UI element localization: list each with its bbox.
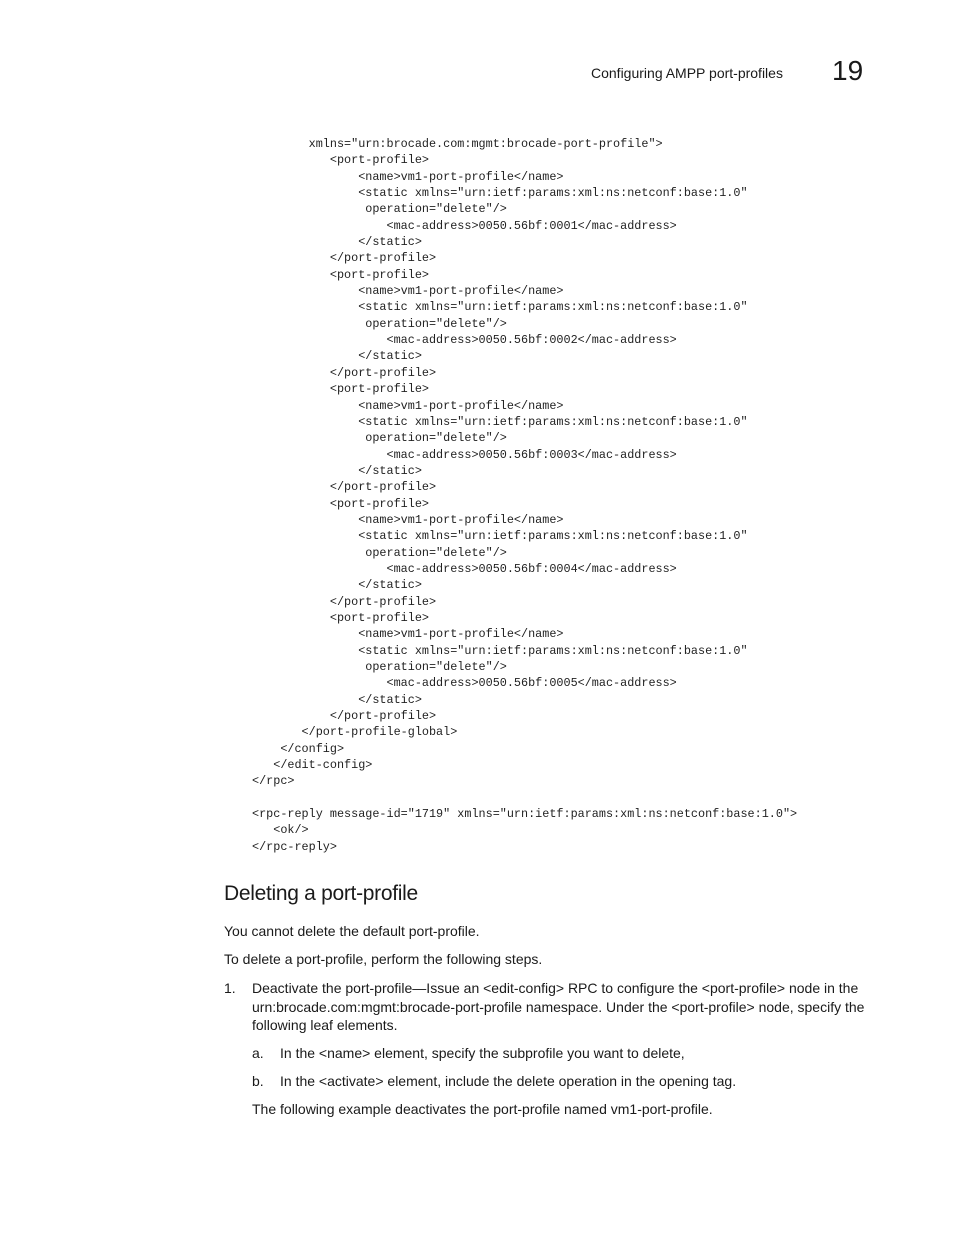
code-line: </static> (252, 578, 422, 593)
substep-text: In the <activate> element, include the delete operation in the opening tag. (280, 1073, 737, 1089)
code-line: </static> (252, 349, 422, 364)
code-line: <mac-address>0050.56bf:0001</mac-address> (252, 218, 677, 233)
code-block (252, 136, 797, 855)
code-line: <static xmlns="urn:ietf:params:xml:ns:netconf:base:1.0" (252, 643, 748, 658)
code-line: <mac-address>0050.56bf:0002</mac-address> (252, 333, 677, 348)
substep-letter: b. (252, 1073, 264, 1089)
step-text: Deactivate the port-profile—Issue an <edit-config> RPC to configure the <port-profile> node in the urn:brocade.com:mgmt:brocade-port-profile namespace. Under the <port-profile> node, specify the following leaf elements. (252, 980, 865, 1033)
code-line: <name>vm1-port-profile</name> (252, 169, 564, 184)
paragraph-default-note: You cannot delete the default port-profile. (224, 923, 480, 939)
code-line (252, 790, 797, 806)
step-number: 1. (224, 980, 236, 996)
code-line: </config> (252, 741, 345, 756)
code-line: </static> (252, 463, 422, 478)
code-line: <static xmlns="urn:ietf:params:xml:ns:netconf:base:1.0" (252, 186, 748, 201)
paragraph-example-intro: The following example deactivates the port-profile named vm1-port-profile. (252, 1101, 713, 1117)
chapter-number: 19 (832, 55, 864, 86)
code-line: </edit-config> (252, 758, 373, 773)
substep-letter: a. (252, 1045, 264, 1061)
code-line: </static> (252, 692, 422, 707)
code-line: operation="delete"/> (252, 202, 507, 217)
code-line: <static xmlns="urn:ietf:params:xml:ns:netconf:base:1.0" (252, 414, 748, 429)
code-line: <ok/> (252, 823, 309, 838)
code-line: <port-profile> (252, 153, 429, 168)
code-line: <rpc-reply message-id="1719" xmlns="urn:ietf:params:xml:ns:netconf:base:1.0"> (252, 807, 798, 822)
code-line: </static> (252, 235, 422, 250)
code-line: operation="delete"/> (252, 545, 507, 560)
code-line: </rpc-reply> (252, 839, 337, 854)
code-line: <port-profile> (252, 382, 429, 397)
code-line: </port-profile> (252, 365, 437, 380)
code-line: <static xmlns="urn:ietf:params:xml:ns:netconf:base:1.0" (252, 300, 748, 315)
code-line: <port-profile> (252, 610, 429, 625)
code-line: <name>vm1-port-profile</name> (252, 284, 564, 299)
code-line: </port-profile> (252, 251, 437, 266)
code-line: <mac-address>0050.56bf:0005</mac-address> (252, 676, 677, 691)
code-line: xmlns="urn:brocade.com:mgmt:brocade-port-profile"> (252, 137, 663, 151)
code-line: <name>vm1-port-profile</name> (252, 512, 564, 527)
running-header-title: Configuring AMPP port-profiles (591, 65, 783, 81)
code-line: <name>vm1-port-profile</name> (252, 398, 564, 413)
code-line: </port-profile> (252, 480, 437, 495)
code-line: </port-profile> (252, 709, 437, 724)
substep-text: In the <name> element, specify the subprofile you want to delete, (280, 1045, 685, 1061)
code-line: <static xmlns="urn:ietf:params:xml:ns:netconf:base:1.0" (252, 529, 748, 544)
code-line: </port-profile> (252, 594, 437, 609)
code-line: <port-profile> (252, 267, 429, 282)
section-heading: Deleting a port-profile (224, 882, 418, 905)
code-line: operation="delete"/> (252, 660, 507, 674)
paragraph-steps-intro: To delete a port-profile, perform the following steps. (224, 951, 543, 967)
code-line: </port-profile-global> (252, 725, 458, 740)
code-line: </rpc> (252, 774, 295, 789)
code-line: <mac-address>0050.56bf:0003</mac-address> (252, 447, 677, 462)
code-line: <name>vm1-port-profile</name> (252, 627, 564, 642)
code-line: operation="delete"/> (252, 431, 507, 446)
code-line: <port-profile> (252, 496, 429, 511)
code-line: operation="delete"/> (252, 316, 507, 331)
code-line: <mac-address>0050.56bf:0004</mac-address> (252, 561, 677, 576)
